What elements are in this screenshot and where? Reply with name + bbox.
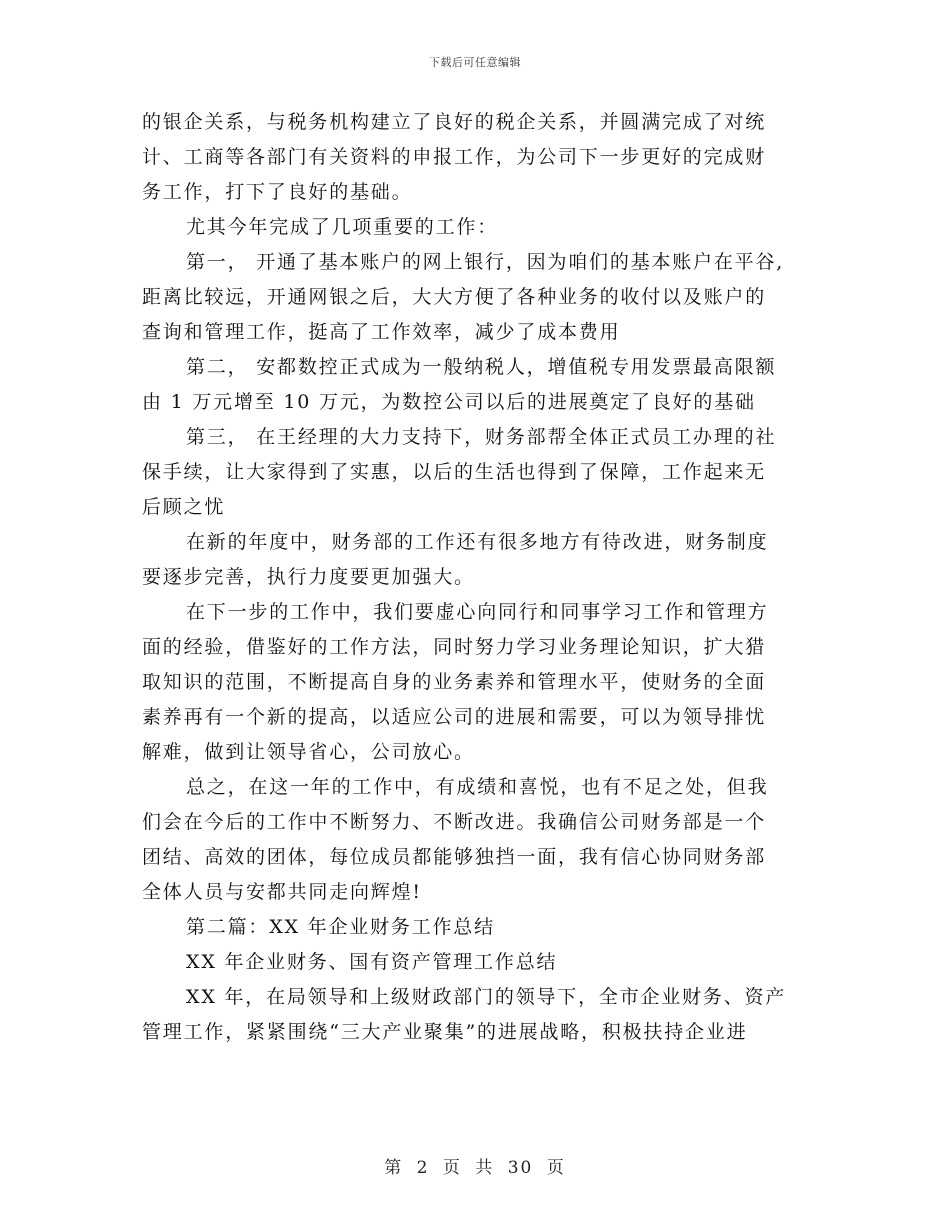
text-line: 务工作，打下了良好的基础。 [142,181,413,203]
text-line: 第二， 安都数控正式成为一般纳税人，增值税专用发票最高限额 [186,356,777,378]
text-line: XX 年企业财务、国有资产管理工作总结 [186,951,558,973]
page-header: 下载后可任意编辑 [429,56,521,69]
text-line: 的银企关系，与税务机构建立了良好的税企关系，并圆满完成了对统 [142,111,767,133]
text-line: 尤其今年完成了几项重要的工作： [186,216,499,238]
text-line: 团结、高效的团体，每位成员都能够独挡一面，我有信心协同财务部 [142,846,767,868]
text-line: 第二篇：XX 年企业财务工作总结 [186,916,495,938]
text-line: 计、工商等各部门有关资料的申报工作，为公司下一步更好的完成财 [142,146,767,168]
page-number-footer: 第 2 页 共 30 页 [384,1158,566,1178]
text-line: 解难，做到让领导省心，公司放心。 [142,741,475,763]
document-body [142,105,822,1050]
text-line: 第三， 在王经理的大力支持下，财务部帮全体正式员工办理的社 [186,426,777,448]
text-line: 总之，在这一年的工作中，有成绩和喜悦，也有不足之处，但我 [186,776,769,798]
text-line: 在新的年度中，财务部的工作还有很多地方有待改进，财务制度 [186,531,769,553]
text-line: 管理工作，紧紧围绕“三大产业聚集”的进展战略，积极扶持企业进 [142,1021,748,1043]
text-line: XX 年，在局领导和上级财政部门的领导下，全市企业财务、资产 [186,986,787,1008]
text-line: 面的经验，借鉴好的工作方法，同时努力学习业务理论知识，扩大猎 [142,636,767,658]
text-line: 查询和管理工作，挺高了工作效率，减少了成本费用 [142,321,621,343]
text-line: 保手续，让大家得到了实惠，以后的生活也得到了保障，工作起来无 [142,461,767,483]
text-line: 第一， 开通了基本账户的网上银行，因为咱们的基本账户在平谷, [186,251,785,273]
text-line: 在下一步的工作中，我们要虚心向同行和同事学习工作和管理方 [186,601,769,623]
text-line: 们会在今后的工作中不断努力、不断改进。我确信公司财务部是一个 [142,811,767,833]
text-line: 全体人员与安都共同走向辉煌! [142,881,422,903]
text-line: 取知识的范围，不断提高自身的业务素养和管理水平，使财务的全面 [142,671,767,693]
text-line: 由 1 万元增至 10 万元，为数控公司以后的进展奠定了良好的基础 [142,391,756,413]
text-line: 后顾之忧 [142,496,226,518]
text-line: 要逐步完善，执行力度要更加强大。 [142,566,475,588]
text-line: 距离比较远，开通网银之后，大大方便了各种业务的收付以及账户的 [142,286,767,308]
text-line: 素养再有一个新的提高，以适应公司的进展和需要，可以为领导排忧 [142,706,767,728]
